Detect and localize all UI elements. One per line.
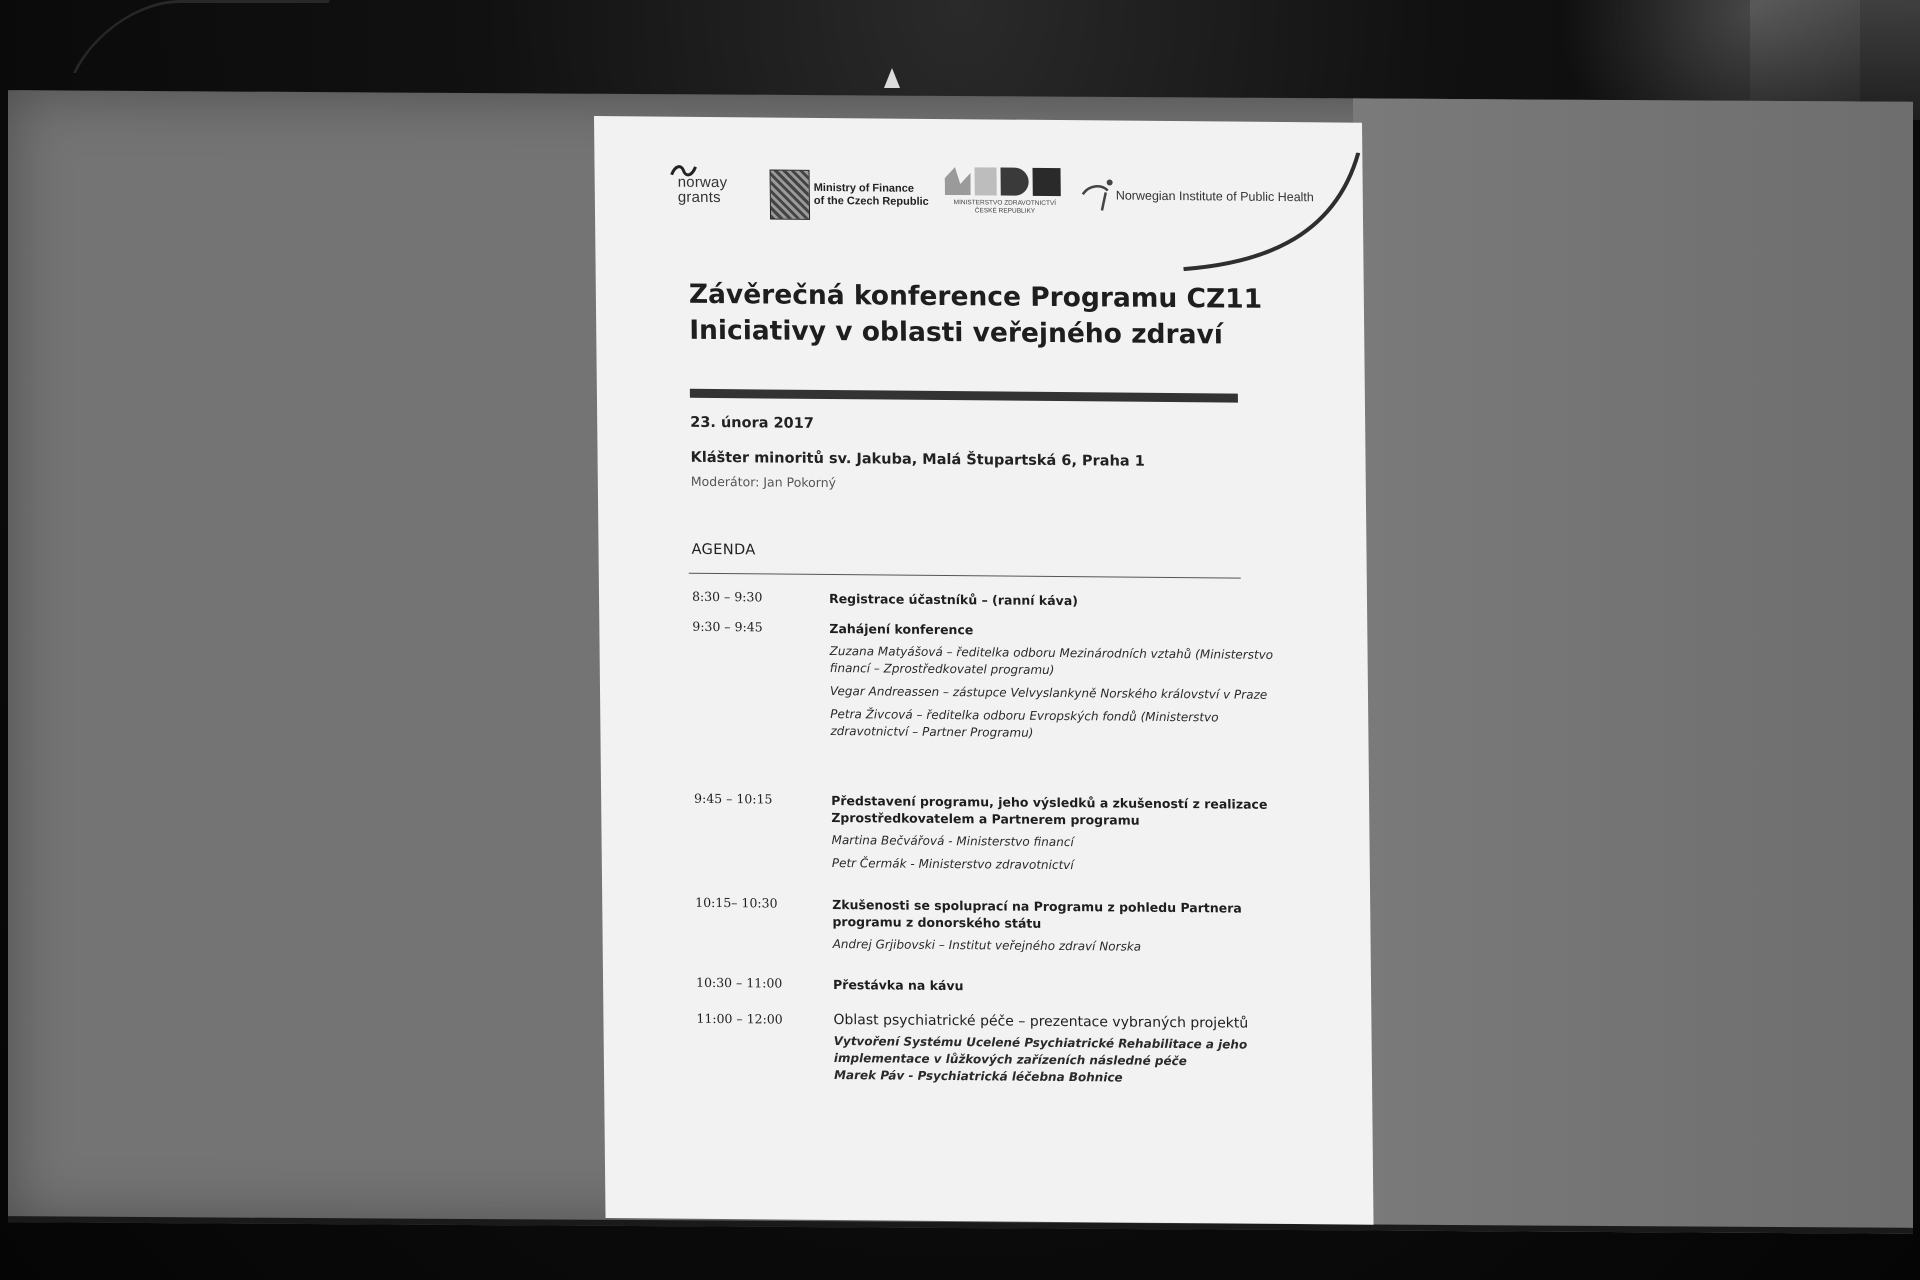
title-divider [690, 389, 1238, 403]
event-date: 23. února 2017 [690, 414, 814, 432]
mz-logo-line1: MINISTERSTVO ZDRAVOTNICTVÍ [953, 199, 1057, 208]
agenda-item-title: Oblast psychiatrické péče – prezentace vybraných projektů [833, 1012, 1249, 1032]
screen-right-band [1353, 98, 1913, 1233]
agenda-item-title: Přestávka na kávu [832, 977, 964, 994]
agenda-time: 11:00 – 12:00 [696, 1010, 783, 1027]
norway-logo-line1: norway [677, 173, 728, 192]
ministry-health-logo [945, 167, 1064, 228]
ceiling-ornament-left [73, 0, 330, 73]
agenda-item-title: Představení programu, jeho výsledků a zkušeností z realizace Zprostředkovatelem a Partnerem programu [831, 793, 1268, 828]
agenda-speaker: Martina Bečvářová - Ministerstvo financí [831, 833, 1074, 850]
document-title [689, 277, 1310, 354]
mz-logo-line2: ČESKÉ REPUBLIKY [974, 207, 1036, 215]
agenda-speaker: Zuzana Matyášová – ředitelka odboru Mezinárodních vztahů (Ministerstvo financí – Zprostředkovatel programu) [829, 644, 1274, 677]
agenda-speaker: Petra Živcová – ředitelka odboru Evropských fondů (Ministerstvo zdravotnictví – Partner Programu) [830, 707, 1219, 740]
mof-logo-line1: Ministry of Finance [813, 181, 915, 195]
agenda-speaker: Andrej Grjibovski – Institut veřejného zdraví Norska [832, 937, 1142, 954]
agenda-item-title: Registrace účastníků – (ranní káva) [828, 591, 1079, 609]
title-line-2: Iniciativy v oblasti veřejného zdraví [689, 314, 1224, 351]
corner-swoosh-graphic [1162, 151, 1363, 273]
agenda-item [694, 791, 1295, 900]
agenda-speaker: Petr Čermák - Ministerstvo zdravotnictví [831, 856, 1074, 873]
agenda-project-title: Vytvoření Systému Ucelené Psychiatrické Rehabilitace a jeho implementace v lůžkových zařízeních následné péče [833, 1034, 1248, 1069]
agenda-speaker: Marek Páv - Psychiatrická léčebna Bohnice [833, 1068, 1123, 1085]
title-line-1: Závěrečná konference Programu CZ11 [688, 278, 1263, 315]
norway-logo-line2: grants [677, 188, 721, 207]
screen-mount-icon [884, 68, 900, 88]
mof-logo-line2: of the Czech Republic [813, 194, 929, 208]
event-venue: Klášter minoritů sv. Jakuba, Malá Štupartská 6, Praha 1 [690, 449, 1145, 470]
event-moderator: Moderátor: Jan Pokorný [690, 473, 837, 491]
agenda-item [696, 1011, 1297, 1116]
nipg-logo-label: Norwegian Institute of Public Health [1115, 188, 1314, 205]
agenda-item [695, 895, 1296, 980]
ministry-finance-logo [770, 170, 931, 223]
ministry-health-mark-icon [945, 167, 1063, 196]
nipg-swirl-icon [1080, 176, 1116, 212]
agenda-item-title: Zahájení konference [829, 621, 974, 638]
agenda-list [692, 589, 1297, 1116]
agenda-item [696, 975, 1296, 1016]
agenda-speaker: Vegar Andreassen – zástupce Velvyslankyně Norského království v Praze [829, 684, 1268, 702]
agenda-time: 9:30 – 9:45 [692, 618, 763, 635]
agenda-item-title: Zkušenosti se spoluprací na Programu z pohledu Partnera programu z donorského státu [832, 897, 1242, 931]
agenda-time: 10:30 – 11:00 [695, 974, 783, 991]
agenda-time: 10:15– 10:30 [695, 894, 778, 911]
agenda-heading: AGENDA [691, 541, 756, 559]
coat-of-arms-icon [770, 170, 811, 220]
agenda-time: 9:45 – 10:15 [694, 790, 773, 807]
projected-document [594, 116, 1374, 1225]
norway-grants-logo [669, 159, 750, 220]
agenda-time: 8:30 – 9:30 [691, 588, 763, 605]
agenda-divider [689, 573, 1241, 579]
agenda-item [692, 619, 1294, 796]
